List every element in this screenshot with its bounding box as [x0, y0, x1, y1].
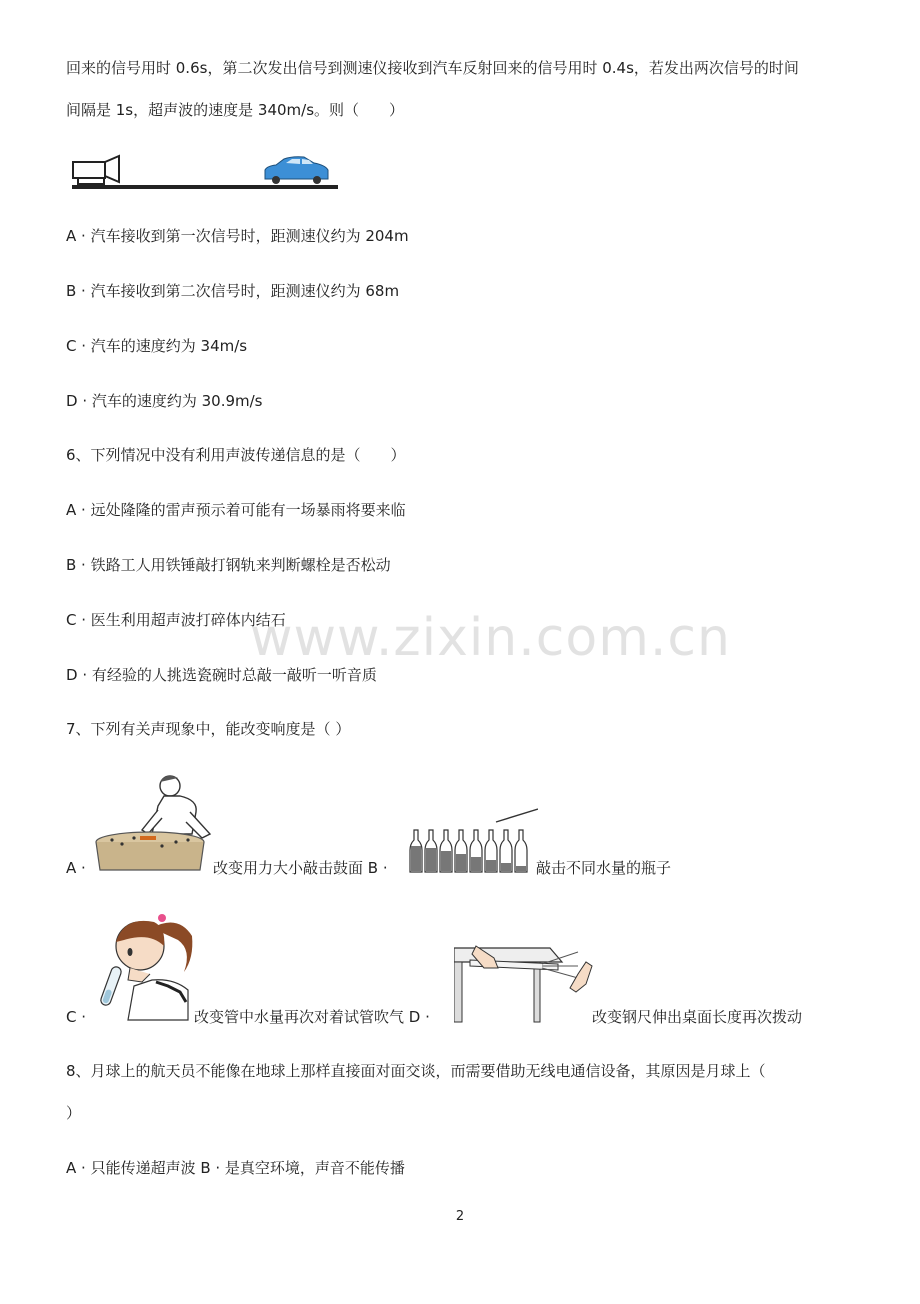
q8-stem-line1: 8、月球上的航天员不能像在地球上那样直接面对面交谈，而需要借助无线电通信设备，其原因是月球上（: [66, 1062, 766, 1080]
ruler-table-illustration: [454, 944, 594, 1024]
q5-option-d: D · 汽车的速度约为 30.9m/s: [66, 392, 263, 410]
drum-icon: [96, 832, 204, 870]
q7-option-a-text: 改变用力大小敲击鼓面 B ·: [213, 859, 388, 877]
page-number: 2: [455, 1209, 465, 1224]
boy-figure: [142, 776, 210, 838]
q5-stem-line1: 回来的信号用时 0.6s，第二次发出信号到测速仪接收到汽车反射回来的信号用时 0.4s，若发出两次信号的时间: [66, 59, 799, 77]
q6-stem: 6、下列情况中没有利用声波传递信息的是（ ）: [66, 446, 406, 464]
q5-option-c: C · 汽车的速度约为 34m/s: [66, 337, 248, 355]
table-icon: [454, 948, 562, 1022]
bottles-illustration: [408, 806, 538, 876]
stick-icon: [496, 809, 538, 822]
q5-option-a: A · 汽车接收到第一次信号时，距测速仪约为 204m: [66, 227, 409, 245]
girl-test-tube-illustration: [94, 906, 194, 1022]
detector-device-icon: [73, 156, 119, 184]
q7-option-d-text: 改变钢尺伸出桌面长度再次拨动: [592, 1008, 803, 1026]
q5-option-b: B · 汽车接收到第二次信号时，距测速仪约为 68m: [66, 282, 400, 300]
car-icon: [265, 157, 328, 184]
q8-stem-line2: ）: [66, 1104, 82, 1122]
q5-stem-line2: 间隔是 1s，超声波的速度是 340m/s。则（ ）: [66, 101, 405, 119]
q7-option-b-text: 敲击不同水量的瓶子: [536, 859, 672, 877]
q7-stem: 7、下列有关声现象中，能改变响度是（ ）: [66, 720, 351, 738]
q7-option-a-prefix: A ·: [66, 859, 86, 877]
q6-option-a: A · 远处隆隆的雷声预示着可能有一场暴雨将要来临: [66, 501, 406, 519]
test-tube-icon: [99, 965, 122, 1006]
q7-option-c-text: 改变管中水量再次对着试管吹气 D ·: [194, 1008, 430, 1026]
drum-boy-illustration: [92, 772, 212, 874]
q6-option-d: D · 有经验的人挑选瓷碗时总敲一敲听一听音质: [66, 666, 377, 684]
q8-options-line: A · 只能传递超声波 B · 是真空环境，声音不能传播: [66, 1159, 405, 1177]
watermark: www.zixin.com.cn: [250, 608, 731, 668]
q6-option-c: C · 医生利用超声波打碎体内结石: [66, 611, 286, 629]
q6-option-b: B · 铁路工人用铁锤敲打钢轨来判断螺栓是否松动: [66, 556, 391, 574]
q7-option-c-prefix: C ·: [66, 1008, 87, 1026]
speed-detector-figure: [70, 150, 342, 192]
girl-figure: [116, 914, 192, 1020]
